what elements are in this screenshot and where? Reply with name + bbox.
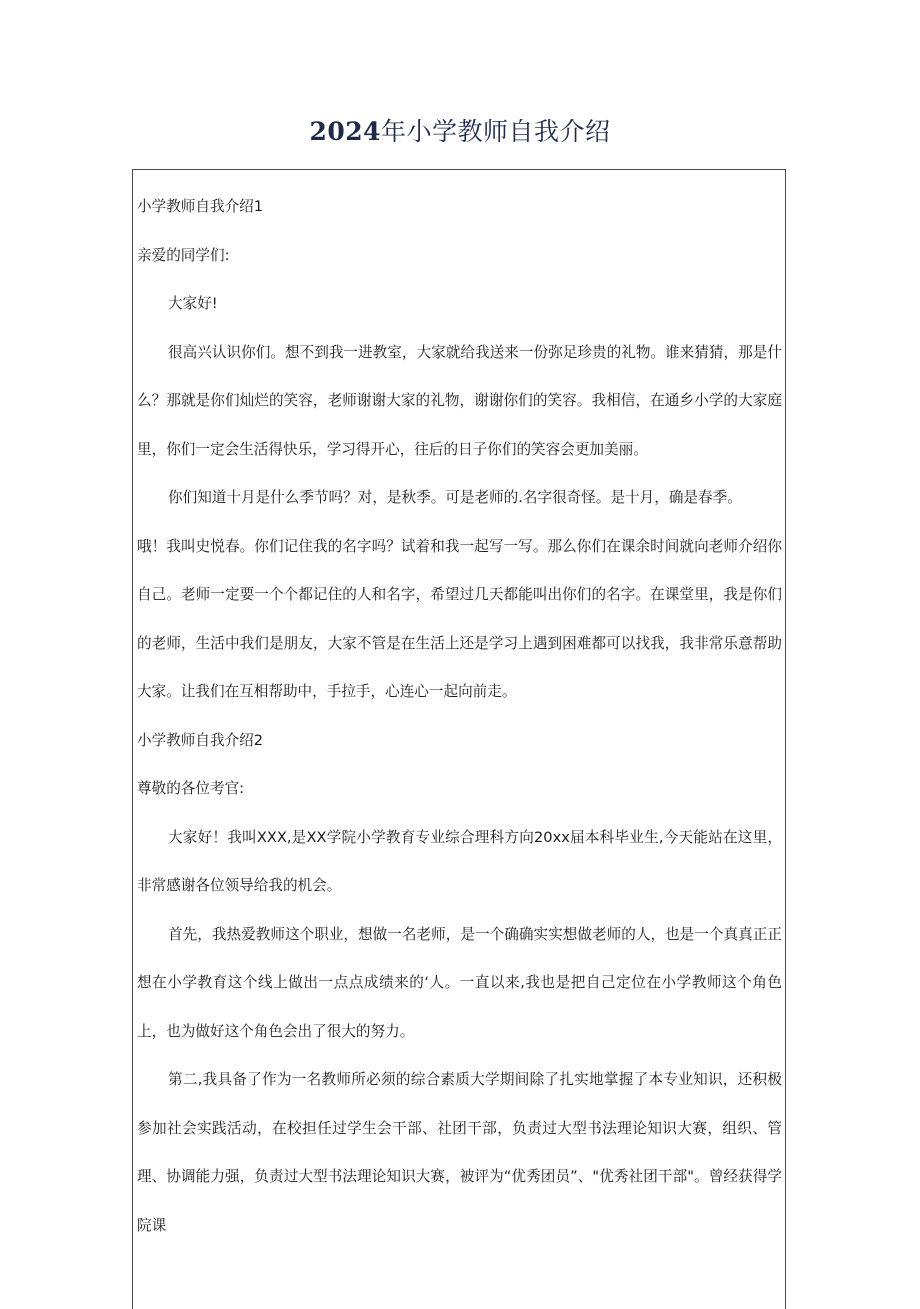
body-paragraph: 首先，我热爱教师这个职业，想做一名老师，是一个确确实实想做老师的人，也是一个真真正正想在小学教育这个线上做出一点点成绩来的‘人。一直以来,我也是把自己定位在小学教师这个角色上，也为做好这个角色会出了很大的努力。 [137,925,782,1040]
greeting-1: 大家好! [168,295,218,312]
salutation-2: 尊敬的各位考官: [137,780,245,797]
body-paragraph: 大家好！我叫XXX,是XX学院小学教育专业综合理科方向20xx届本科毕业生,今天能站在这里，非常感谢各位领导给我的机会。 [137,828,782,894]
body-paragraph: 你们知道十月是什么季节吗？对，是秋季。可是老师的.名字很奇怪。是十月，确是春季。 [168,489,742,506]
section-heading-1: 小学教师自我介绍1 [137,198,264,215]
document-title [0,112,920,148]
section-heading-2: 小学教师自我介绍2 [137,731,264,749]
document-body [137,183,782,1250]
title-text: 年小学教师自我介绍 [381,117,611,146]
body-paragraph: 很高兴认识你们。想不到我一进教室，大家就给我送来一份弥足珍贵的礼物。谁来猜猜，那是什么？那就是你们灿烂的笑容，老师谢谢大家的礼物，谢谢你们的笑容。我相信，在通乡小学的大家庭里，你们一定会生活得快乐，学习得开心，往后的日子你们的笑容会更加美丽。 [137,343,782,458]
salutation-1: 亲爱的同学们: [137,246,230,264]
title-year: 2024 [309,117,382,146]
body-paragraph: 哦！我叫史悦春。你们记住我的名字吗？试着和我一起写一写。那么你们在课余时间就向老师介绍你自己。老师一定要一个个都记住的人和名字，希望过几天都能叫出你们的名字。在课堂里，我是你们的老师，生活中我们是朋友，大家不管是在生活上还是学习上遇到困难都可以找我，我非常乐意帮助大家。让我们在互相帮助中，手拉手，心连心一起向前走。 [137,537,782,700]
body-paragraph: 第二,我具备了作为一名教师所必须的综合素质大学期间除了扎实地掌握了本专业知识，还积极参加社会实践活动，在校担任过学生会干部、社团干部，负责过大型书法理论知识大赛，组织、管理、协调能力强，负责过大型书法理论知识大赛，被评为“优秀团员”、"优秀社团干部"。曾经获得学院课 [137,1071,782,1234]
